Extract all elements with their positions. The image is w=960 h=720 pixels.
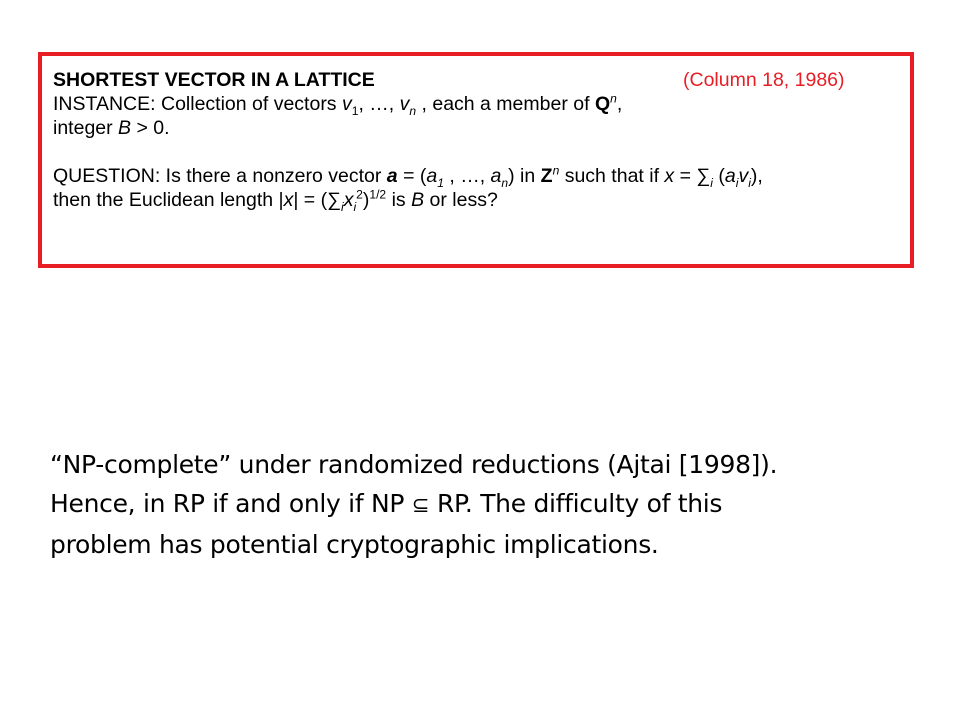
superscript-half: 1/2	[369, 187, 387, 202]
var-a: a	[724, 165, 736, 187]
var-v: v	[738, 165, 749, 187]
superscript-n: n	[610, 91, 617, 106]
integer-label: integer	[53, 117, 119, 139]
column-reference: (Column 18, 1986)	[683, 69, 845, 91]
problem-box	[38, 52, 914, 268]
var-B: B	[118, 117, 132, 139]
comment-line-2	[50, 484, 777, 525]
subscript-i: i	[353, 199, 357, 214]
var-a: a	[426, 165, 438, 187]
question-prefix: QUESTION: Is there a nonzero vector	[53, 165, 387, 187]
superscript-n: n	[552, 163, 560, 178]
subscript-1: 1	[437, 175, 444, 190]
is-word: is	[386, 189, 412, 211]
sum-symbol: = ∑	[674, 165, 711, 187]
var-v: v	[341, 93, 352, 115]
length-prefix: then the Euclidean length |	[53, 189, 284, 211]
question-end: or less?	[424, 189, 498, 211]
instance-line-2	[53, 116, 910, 140]
such-that: such that if	[559, 165, 665, 187]
close-paren: ),	[750, 165, 763, 187]
subscript-1: 1	[351, 103, 359, 118]
var-B: B	[411, 189, 425, 211]
comment-line-2-start: Hence, in RP if and only if NP	[50, 489, 412, 518]
close-paren: )	[362, 189, 370, 211]
ellipsis: , …,	[358, 93, 400, 115]
comment-line-1: “NP-complete” under randomized reductions (Ajtai [1998]).	[50, 450, 778, 479]
instance-end: ,	[616, 93, 623, 115]
bound-rest: > 0.	[131, 117, 170, 139]
var-a-bold: a	[386, 165, 398, 187]
subset-symbol: ⊆	[411, 493, 430, 518]
problem-title: SHORTEST VECTOR IN A LATTICE	[53, 69, 375, 91]
instance-mid: , each a member of	[416, 93, 595, 115]
subscript-n: n	[501, 175, 509, 190]
comment-line-3: problem has potential cryptographic implications.	[50, 530, 659, 559]
instance-prefix: INSTANCE: Collection of vectors	[53, 93, 342, 115]
open-paren: (	[712, 165, 725, 187]
spacer	[53, 140, 910, 164]
instance-line-1	[53, 92, 910, 116]
subscript-i: i	[748, 175, 751, 190]
var-x: x	[283, 189, 294, 211]
comment-text	[50, 445, 777, 564]
var-x: x	[664, 165, 675, 187]
comment-line-2-end: RP. The difficulty of this	[429, 489, 723, 518]
norm-mid: | = (∑	[293, 189, 342, 211]
question-line-2	[53, 188, 910, 212]
ellipsis: , …,	[443, 165, 491, 187]
subscript-i: i	[735, 175, 739, 190]
integers-symbol: Z	[540, 165, 553, 187]
subscript-i: i	[341, 199, 344, 214]
var-a: a	[490, 165, 502, 187]
var-v: v	[399, 93, 410, 115]
subscript-n: n	[409, 103, 417, 118]
title-line	[53, 68, 910, 92]
equals: = (	[397, 165, 427, 187]
var-x: x	[343, 189, 354, 211]
rationals-symbol: Q	[594, 93, 611, 115]
question-line-1	[53, 164, 910, 188]
superscript-2: 2	[356, 187, 363, 202]
close-paren: ) in	[508, 165, 541, 187]
subscript-i: i	[710, 175, 713, 190]
